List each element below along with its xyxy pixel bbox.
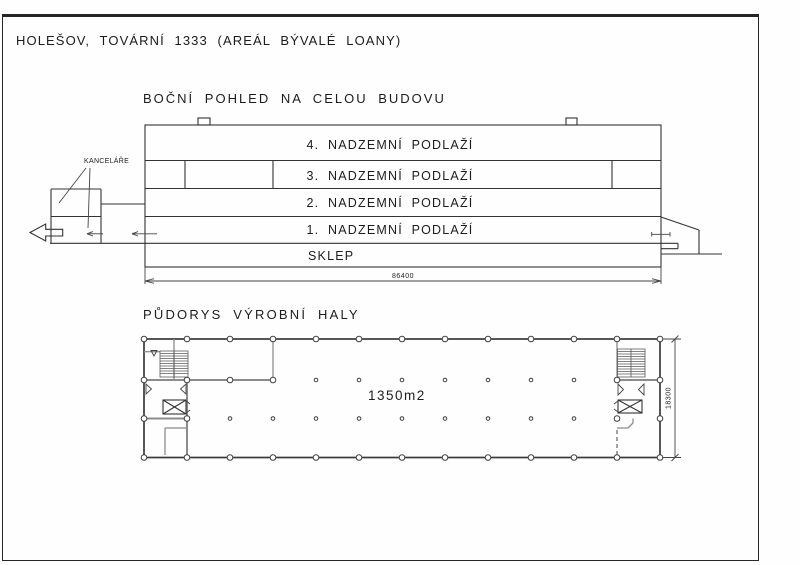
stairs-left <box>160 351 188 377</box>
stairs-right <box>618 349 646 377</box>
floor-label-3np: 3. NADZEMNÍ PODLAŽÍ <box>306 168 474 183</box>
floor-plan-title: PŮDORYS VÝROBNÍ HALY <box>143 307 360 322</box>
roof-tab-right <box>566 118 577 125</box>
floor-label-4np: 4. NADZEMNÍ PODLAŽÍ <box>306 138 474 152</box>
floor-label-1np: 1. NADZEMNÍ PODLAŽÍ <box>306 223 474 237</box>
roof-tab-left <box>198 118 210 125</box>
exit-arrow-icon <box>30 224 63 241</box>
elevator-right <box>614 400 642 413</box>
height-dimension-text: 18300 <box>665 387 673 409</box>
floor-label-sklep: SKLEP <box>308 249 355 263</box>
side-view-ramp <box>652 217 722 254</box>
drawing-title: HOLEŠOV, TOVÁRNÍ 1333 (AREÁL BÝVALÉ LOANY) <box>16 33 402 48</box>
elevator-left <box>163 400 190 414</box>
width-dimension-text: 86400 <box>392 273 414 280</box>
offices-label: KANCELÁŘE <box>84 158 130 165</box>
side-view-title: BOČNÍ POHLED NA CELOU BUDOVU <box>143 91 446 106</box>
side-view-annex <box>51 189 145 243</box>
area-label: 1350m2 <box>368 388 426 403</box>
floor-label-2np: 2. NADZEMNÍ PODLAŽÍ <box>306 196 474 210</box>
offices-leader-lines <box>59 168 90 228</box>
